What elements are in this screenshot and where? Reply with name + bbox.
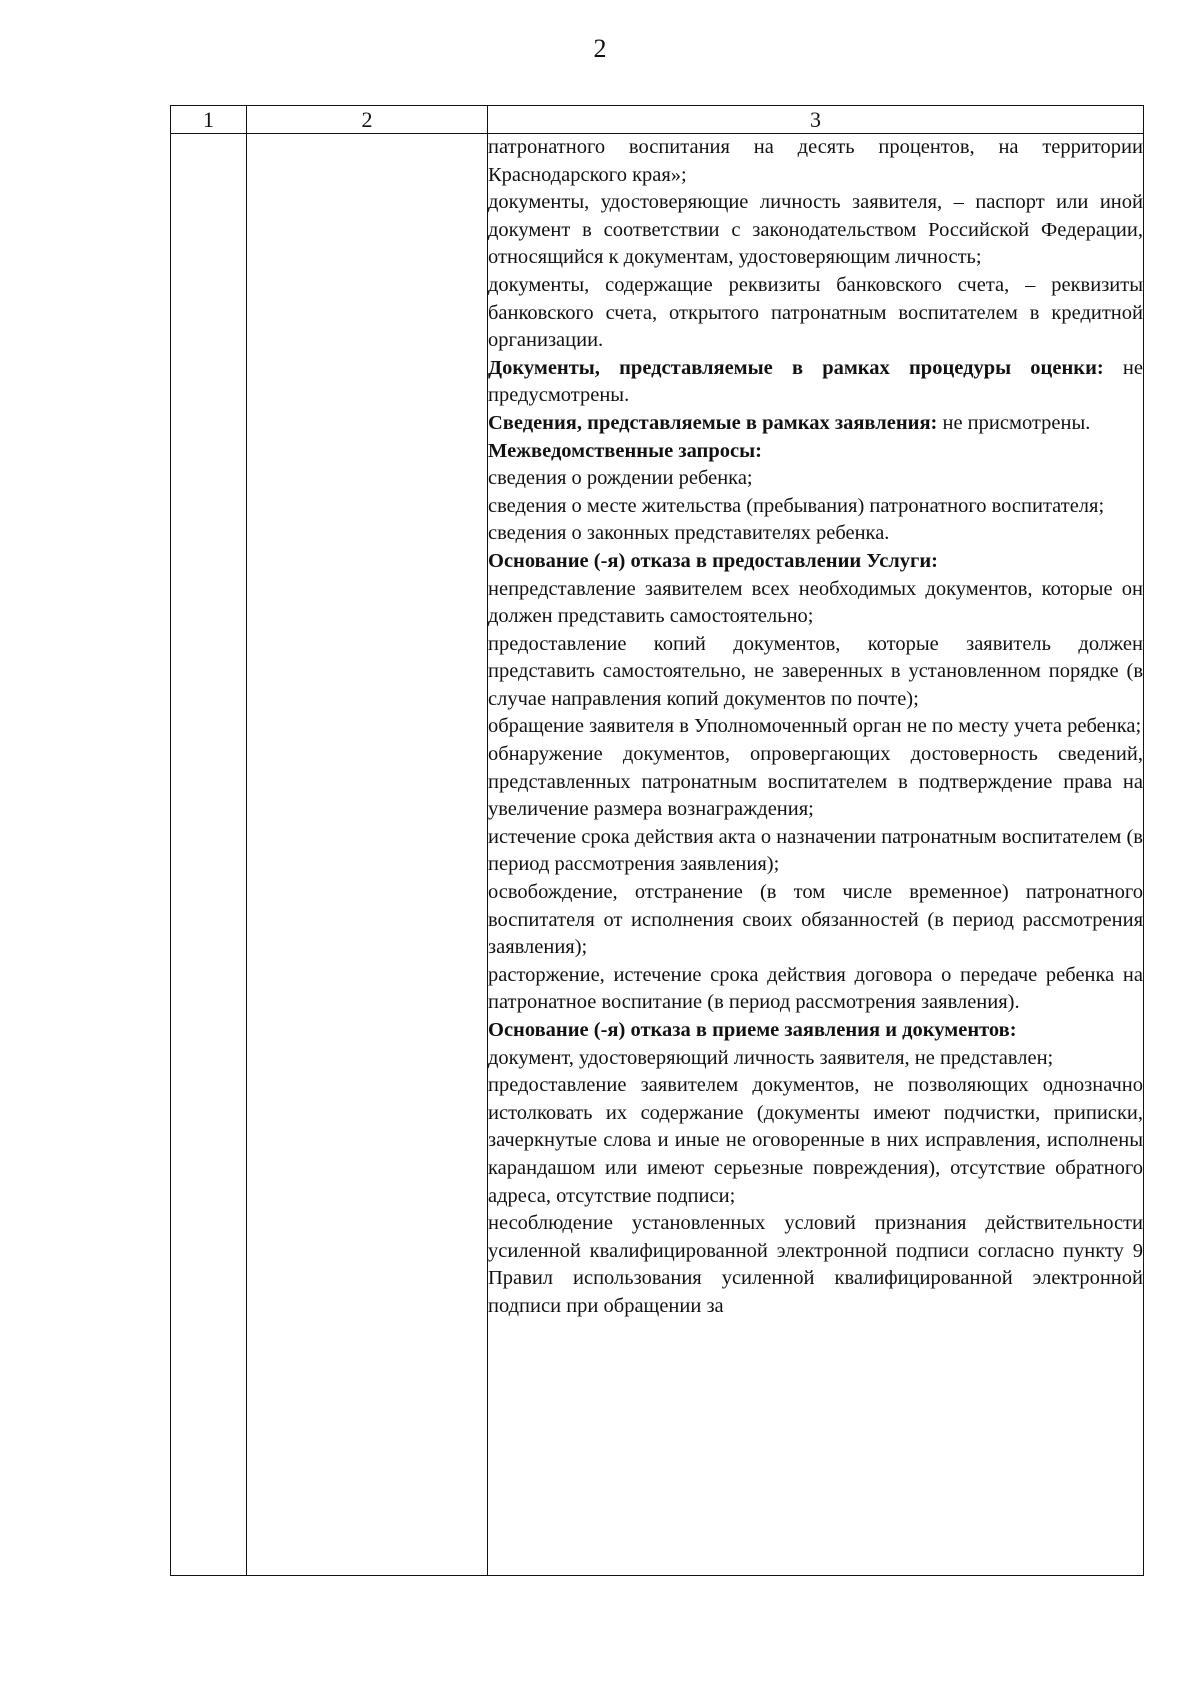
table-row — [171, 134, 1144, 1576]
paragraph-text: несоблюдение установленных условий признания действительности усиленной квалифицированной электронной подписи согласно пункту 9 Правил использования усиленной квалифицированной электронной подписи при обращении за — [488, 1212, 1143, 1317]
paragraph-text: предоставление заявителем документов, не позволяющих однозначно истолковать их содержание (документы имеют подчистки, приписки, зачеркнутые слова и иные не оговоренные в них исправления, исполнены карандашом или имеют серьезные повреждения), отсутствие обратного адреса, отсутствие подписи; — [488, 1074, 1143, 1207]
paragraph-heading: Документы, представляемые в рамках процедуры оценки: — [488, 356, 1104, 379]
paragraph-text: сведения о законных представителях ребенка. — [488, 522, 890, 545]
paragraph-text: не присмотрены. — [937, 411, 1091, 434]
paragraph-heading: Сведения, представляемые в рамках заявления: — [488, 411, 938, 434]
paragraph-text: не предусмотрены. — [488, 356, 1143, 407]
paragraph-text: непредставление заявителем всех необходимых документов, которые он должен представить самостоятельно; — [488, 577, 1143, 628]
document-table — [170, 105, 1144, 1576]
paragraph — [488, 520, 1143, 548]
paragraph-heading: Основание (-я) отказа в предоставлении Услуги: — [488, 549, 938, 572]
column-2-cell — [247, 134, 488, 1576]
column-3-cell — [488, 134, 1144, 1576]
paragraph-text: расторжение, истечение срока действия договора о передаче ребенка на патронатное воспитание (в период рассмотрения заявления). — [488, 963, 1143, 1014]
paragraph — [488, 493, 1143, 521]
paragraph-text: предоставление копий документов, которые заявитель должен представить самостоятельно, не заверенных в установленном порядке (в случае направления копий документов по почте); — [488, 632, 1143, 710]
table-header-row — [171, 106, 1144, 134]
paragraph — [488, 576, 1143, 631]
paragraph-text: освобождение, отстранение (в том числе временное) патронатного воспитателя от исполнения своих обязанностей (в период рассмотрения заявления); — [488, 881, 1143, 959]
paragraph — [488, 1072, 1143, 1210]
paragraph-text: истечение срока действия акта о назначении патронатным воспитателем (в период рассмотрения заявления); — [488, 825, 1143, 876]
paragraph — [488, 631, 1143, 714]
column-header-2: 2 — [247, 106, 488, 134]
page-number: 2 — [593, 34, 607, 63]
paragraph-text: обращение заявителя в Уполномоченный орган не по месту учета ребенка; — [488, 715, 1142, 738]
paragraph — [488, 962, 1143, 1017]
paragraph — [488, 272, 1143, 355]
paragraph — [488, 824, 1143, 879]
paragraph-text: обнаружение документов, опровергающих достоверность сведений, представленных патронатным воспитателем в подтверждение права на увеличение размера вознаграждения; — [488, 743, 1143, 821]
paragraph — [488, 1017, 1143, 1045]
paragraph — [488, 741, 1143, 824]
paragraph-text: патронатного воспитания на десять процентов, на территории Краснодарского края»; — [488, 136, 1143, 186]
paragraph-heading: Основание (-я) отказа в приеме заявления и документов: — [488, 1019, 1017, 1041]
paragraph-heading: Межведомственные запросы: — [488, 439, 762, 462]
paragraph — [488, 189, 1143, 272]
paragraph — [488, 438, 1143, 466]
paragraph-text: документ, удостоверяющий личность заявителя, не представлен; — [488, 1046, 1054, 1069]
paragraph — [488, 548, 1143, 576]
paragraph — [488, 1045, 1143, 1073]
paragraph-text: сведения о месте жительства (пребывания) патронатного воспитателя; — [488, 494, 1105, 517]
paragraph-text: документы, содержащие реквизиты банковского счета, – реквизиты банковского счета, открытого патронатным воспитателем в кредитной организации. — [488, 273, 1143, 352]
column-header-1: 1 — [171, 106, 247, 134]
paragraph — [488, 879, 1143, 962]
paragraph — [488, 1210, 1143, 1320]
paragraph — [488, 134, 1143, 189]
column-header-3: 3 — [488, 106, 1144, 134]
column-1-cell — [171, 134, 247, 1576]
paragraph-text: документы, удостоверяющие личность заявителя, – паспорт или иной документ в соответствии с законодательством Российской Федерации, относящийся к документам, удостоверяющим личность; — [488, 191, 1143, 269]
paragraph-list — [488, 134, 1143, 1321]
paragraph — [488, 465, 1143, 493]
paragraph — [488, 355, 1143, 410]
paragraph — [488, 410, 1143, 438]
paragraph-text: сведения о рождении ребенка; — [488, 467, 753, 490]
paragraph — [488, 713, 1143, 741]
